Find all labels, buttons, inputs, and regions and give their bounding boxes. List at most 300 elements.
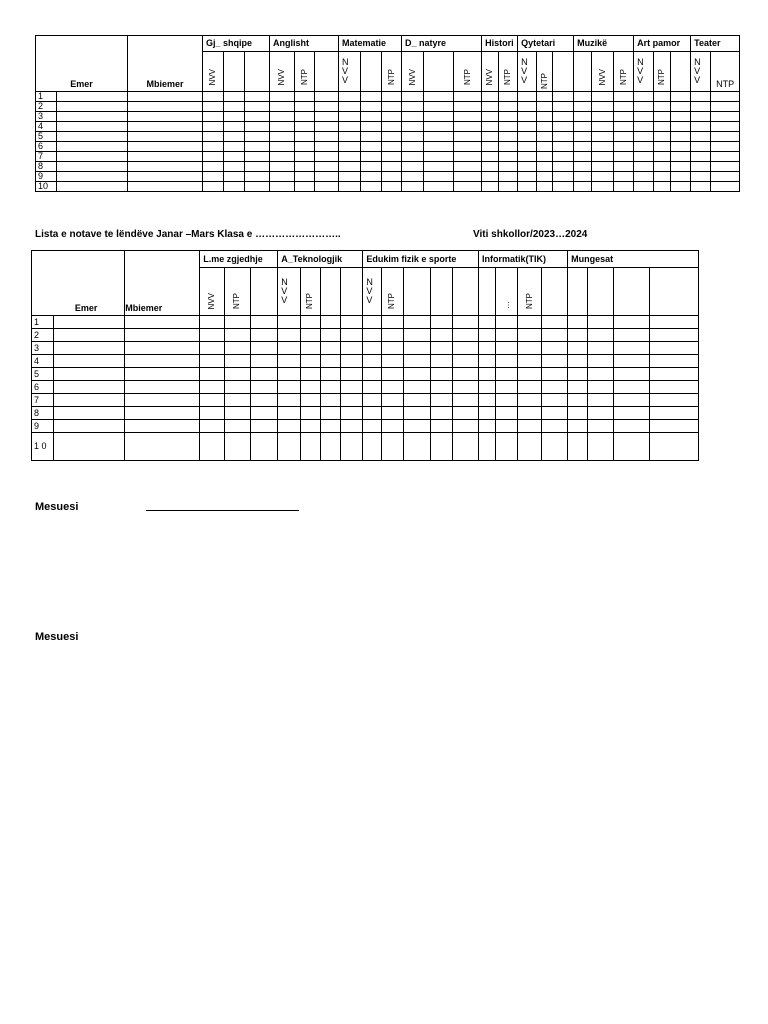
grade-cell[interactable] [54,433,125,461]
grade-cell[interactable] [499,102,518,112]
grade-cell[interactable] [478,342,495,355]
grade-cell[interactable] [568,407,588,420]
grade-cell[interactable] [671,122,691,132]
grade-cell[interactable] [200,368,224,381]
grade-cell[interactable] [537,102,553,112]
grade-cell[interactable] [482,172,499,182]
grade-cell[interactable] [613,420,649,433]
grade-cell[interactable] [454,92,482,102]
grade-cell[interactable] [588,381,613,394]
grade-cell[interactable] [568,394,588,407]
grade-cell[interactable] [634,152,654,162]
grade-cell[interactable] [320,316,340,329]
grade-cell[interactable] [270,132,295,142]
grade-cell[interactable] [278,316,300,329]
grade-cell[interactable] [650,368,699,381]
grade-cell[interactable] [454,132,482,142]
grade-cell[interactable] [541,407,567,420]
grade-cell[interactable] [671,152,691,162]
grade-cell[interactable] [361,162,382,172]
grade-cell[interactable] [402,122,424,132]
grade-cell[interactable] [245,112,270,122]
grade-cell[interactable] [478,368,495,381]
grade-cell[interactable] [614,142,634,152]
grade-cell[interactable] [224,394,250,407]
grade-cell[interactable] [320,355,340,368]
grade-cell[interactable] [128,122,203,132]
grade-cell[interactable] [650,381,699,394]
grade-cell[interactable] [541,368,567,381]
grade-cell[interactable] [592,122,614,132]
grade-cell[interactable] [452,407,478,420]
grade-cell[interactable] [613,329,649,342]
grade-cell[interactable] [537,142,553,152]
grade-cell[interactable] [553,172,574,182]
grade-cell[interactable] [424,142,454,152]
grade-cell[interactable] [381,420,403,433]
grade-cell[interactable] [382,112,402,122]
grade-cell[interactable] [454,152,482,162]
grade-cell[interactable] [431,316,452,329]
grade-cell[interactable] [568,316,588,329]
grade-cell[interactable] [588,407,613,420]
grade-cell[interactable] [588,420,613,433]
grade-cell[interactable] [518,316,541,329]
grade-cell[interactable] [203,122,224,132]
grade-cell[interactable] [613,381,649,394]
grade-cell[interactable] [537,162,553,172]
grade-cell[interactable] [339,172,361,182]
grade-cell[interactable] [200,394,224,407]
grade-cell[interactable] [711,112,740,122]
grade-cell[interactable] [361,112,382,122]
grade-cell[interactable] [496,329,518,342]
grade-cell[interactable] [320,420,340,433]
grade-cell[interactable] [339,162,361,172]
grade-cell[interactable] [128,102,203,112]
grade-cell[interactable] [403,355,430,368]
grade-cell[interactable] [614,152,634,162]
grade-cell[interactable] [278,407,300,420]
grade-cell[interactable] [518,420,541,433]
grade-cell[interactable] [452,368,478,381]
grade-cell[interactable] [403,316,430,329]
grade-cell[interactable] [541,394,567,407]
grade-cell[interactable] [382,152,402,162]
grade-cell[interactable] [574,182,592,192]
grade-cell[interactable] [634,182,654,192]
grade-cell[interactable] [245,172,270,182]
grade-cell[interactable] [541,355,567,368]
grade-cell[interactable] [128,142,203,152]
grade-cell[interactable] [691,92,711,102]
grade-cell[interactable] [203,182,224,192]
grade-cell[interactable] [339,122,361,132]
grade-cell[interactable] [382,132,402,142]
grade-cell[interactable] [295,132,315,142]
grade-cell[interactable] [654,162,671,172]
grade-cell[interactable] [478,316,495,329]
grade-cell[interactable] [57,112,128,122]
grade-cell[interactable] [553,152,574,162]
grade-cell[interactable] [203,162,224,172]
grade-cell[interactable] [592,182,614,192]
grade-cell[interactable] [278,420,300,433]
grade-cell[interactable] [295,122,315,132]
grade-cell[interactable] [224,342,250,355]
grade-cell[interactable] [270,152,295,162]
grade-cell[interactable] [634,112,654,122]
grade-cell[interactable] [203,102,224,112]
grade-cell[interactable] [203,112,224,122]
grade-cell[interactable] [482,132,499,142]
grade-cell[interactable] [496,342,518,355]
grade-cell[interactable] [634,172,654,182]
grade-cell[interactable] [250,381,277,394]
grade-cell[interactable] [654,152,671,162]
grade-cell[interactable] [382,122,402,132]
grade-cell[interactable] [518,92,537,102]
grade-cell[interactable] [592,92,614,102]
grade-cell[interactable] [403,329,430,342]
grade-cell[interactable] [711,172,740,182]
grade-cell[interactable] [654,102,671,112]
grade-cell[interactable] [295,182,315,192]
grade-cell[interactable] [278,342,300,355]
grade-cell[interactable] [496,381,518,394]
grade-cell[interactable] [57,142,128,152]
grade-cell[interactable] [203,142,224,152]
grade-cell[interactable] [278,355,300,368]
grade-cell[interactable] [245,142,270,152]
grade-cell[interactable] [654,172,671,182]
grade-cell[interactable] [315,122,339,132]
grade-cell[interactable] [382,142,402,152]
grade-cell[interactable] [518,381,541,394]
grade-cell[interactable] [588,342,613,355]
grade-cell[interactable] [341,368,363,381]
grade-cell[interactable] [361,152,382,162]
grade-cell[interactable] [541,433,567,461]
grade-cell[interactable] [382,172,402,182]
grade-cell[interactable] [553,102,574,112]
grade-cell[interactable] [382,162,402,172]
grade-cell[interactable] [341,355,363,368]
grade-cell[interactable] [203,92,224,102]
grade-cell[interactable] [224,152,245,162]
grade-cell[interactable] [482,162,499,172]
grade-cell[interactable] [614,122,634,132]
grade-cell[interactable] [691,172,711,182]
grade-cell[interactable] [650,329,699,342]
grade-cell[interactable] [613,368,649,381]
grade-cell[interactable] [592,142,614,152]
grade-cell[interactable] [499,122,518,132]
grade-cell[interactable] [537,112,553,122]
grade-cell[interactable] [54,355,125,368]
grade-cell[interactable] [278,329,300,342]
grade-cell[interactable] [295,92,315,102]
grade-cell[interactable] [295,112,315,122]
grade-cell[interactable] [553,132,574,142]
grade-cell[interactable] [128,172,203,182]
grade-cell[interactable] [224,112,245,122]
grade-cell[interactable] [224,381,250,394]
grade-cell[interactable] [250,342,277,355]
grade-cell[interactable] [541,329,567,342]
grade-cell[interactable] [320,381,340,394]
grade-cell[interactable] [54,316,125,329]
grade-cell[interactable] [691,142,711,152]
grade-cell[interactable] [250,316,277,329]
grade-cell[interactable] [339,132,361,142]
grade-cell[interactable] [250,329,277,342]
grade-cell[interactable] [588,329,613,342]
grade-cell[interactable] [650,316,699,329]
grade-cell[interactable] [200,420,224,433]
grade-cell[interactable] [518,355,541,368]
grade-cell[interactable] [224,132,245,142]
grade-cell[interactable] [574,172,592,182]
grade-cell[interactable] [382,102,402,112]
grade-cell[interactable] [537,172,553,182]
grade-cell[interactable] [315,172,339,182]
grade-cell[interactable] [300,316,320,329]
grade-cell[interactable] [363,368,381,381]
grade-cell[interactable] [224,92,245,102]
grade-cell[interactable] [315,162,339,172]
grade-cell[interactable] [518,162,537,172]
grade-cell[interactable] [402,112,424,122]
grade-cell[interactable] [518,407,541,420]
grade-cell[interactable] [452,342,478,355]
grade-cell[interactable] [363,407,381,420]
grade-cell[interactable] [402,92,424,102]
grade-cell[interactable] [574,132,592,142]
grade-cell[interactable] [341,407,363,420]
grade-cell[interactable] [452,381,478,394]
grade-cell[interactable] [200,381,224,394]
grade-cell[interactable] [650,407,699,420]
grade-cell[interactable] [614,132,634,142]
grade-cell[interactable] [496,420,518,433]
grade-cell[interactable] [537,122,553,132]
grade-cell[interactable] [300,433,320,461]
grade-cell[interactable] [654,132,671,142]
grade-cell[interactable] [592,152,614,162]
grade-cell[interactable] [339,92,361,102]
grade-cell[interactable] [553,122,574,132]
grade-cell[interactable] [402,102,424,112]
grade-cell[interactable] [634,162,654,172]
grade-cell[interactable] [320,368,340,381]
grade-cell[interactable] [295,142,315,152]
grade-cell[interactable] [496,433,518,461]
grade-cell[interactable] [454,122,482,132]
grade-cell[interactable] [128,112,203,122]
grade-cell[interactable] [382,182,402,192]
grade-cell[interactable] [361,172,382,182]
grade-cell[interactable] [650,433,699,461]
grade-cell[interactable] [634,102,654,112]
grade-cell[interactable] [452,355,478,368]
grade-cell[interactable] [57,182,128,192]
grade-cell[interactable] [200,355,224,368]
grade-cell[interactable] [125,355,200,368]
grade-cell[interactable] [541,342,567,355]
grade-cell[interactable] [320,329,340,342]
grade-cell[interactable] [553,112,574,122]
grade-cell[interactable] [200,342,224,355]
grade-cell[interactable] [363,394,381,407]
grade-cell[interactable] [300,394,320,407]
grade-cell[interactable] [671,132,691,142]
grade-cell[interactable] [402,182,424,192]
grade-cell[interactable] [691,112,711,122]
grade-cell[interactable] [341,342,363,355]
grade-cell[interactable] [224,433,250,461]
grade-cell[interactable] [361,142,382,152]
grade-cell[interactable] [125,342,200,355]
grade-cell[interactable] [224,368,250,381]
grade-cell[interactable] [203,172,224,182]
grade-cell[interactable] [613,433,649,461]
grade-cell[interactable] [203,152,224,162]
grade-cell[interactable] [614,112,634,122]
grade-cell[interactable] [57,92,128,102]
grade-cell[interactable] [341,394,363,407]
grade-cell[interactable] [320,407,340,420]
grade-cell[interactable] [128,152,203,162]
grade-cell[interactable] [424,112,454,122]
grade-cell[interactable] [424,182,454,192]
grade-cell[interactable] [613,355,649,368]
grade-cell[interactable] [614,162,634,172]
grade-cell[interactable] [224,182,245,192]
grade-cell[interactable] [224,162,245,172]
grade-cell[interactable] [482,142,499,152]
grade-cell[interactable] [54,329,125,342]
grade-cell[interactable] [654,142,671,152]
grade-cell[interactable] [424,122,454,132]
grade-cell[interactable] [224,407,250,420]
grade-cell[interactable] [568,342,588,355]
grade-cell[interactable] [361,102,382,112]
grade-cell[interactable] [482,182,499,192]
grade-cell[interactable] [57,132,128,142]
grade-cell[interactable] [711,102,740,112]
grade-cell[interactable] [363,355,381,368]
grade-cell[interactable] [341,381,363,394]
grade-cell[interactable] [424,172,454,182]
grade-cell[interactable] [363,329,381,342]
grade-cell[interactable] [518,342,541,355]
grade-cell[interactable] [614,102,634,112]
grade-cell[interactable] [128,92,203,102]
grade-cell[interactable] [403,381,430,394]
grade-cell[interactable] [125,433,200,461]
grade-cell[interactable] [671,112,691,122]
grade-cell[interactable] [403,342,430,355]
grade-cell[interactable] [482,152,499,162]
grade-cell[interactable] [592,112,614,122]
grade-cell[interactable] [478,381,495,394]
grade-cell[interactable] [711,122,740,132]
grade-cell[interactable] [315,132,339,142]
grade-cell[interactable] [691,162,711,172]
grade-cell[interactable] [270,102,295,112]
grade-cell[interactable] [403,368,430,381]
grade-cell[interactable] [614,182,634,192]
grade-cell[interactable] [361,182,382,192]
grade-cell[interactable] [496,368,518,381]
grade-cell[interactable] [320,433,340,461]
grade-cell[interactable] [496,394,518,407]
grade-cell[interactable] [300,368,320,381]
grade-cell[interactable] [424,92,454,102]
grade-cell[interactable] [57,162,128,172]
grade-cell[interactable] [250,420,277,433]
grade-cell[interactable] [224,355,250,368]
grade-cell[interactable] [250,355,277,368]
grade-cell[interactable] [361,122,382,132]
grade-cell[interactable] [125,394,200,407]
grade-cell[interactable] [270,92,295,102]
grade-cell[interactable] [574,152,592,162]
grade-cell[interactable] [300,407,320,420]
grade-cell[interactable] [452,420,478,433]
grade-cell[interactable] [381,394,403,407]
grade-cell[interactable] [478,355,495,368]
grade-cell[interactable] [496,316,518,329]
grade-cell[interactable] [270,142,295,152]
grade-cell[interactable] [224,102,245,112]
grade-cell[interactable] [650,420,699,433]
grade-cell[interactable] [711,162,740,172]
grade-cell[interactable] [403,420,430,433]
grade-cell[interactable] [537,152,553,162]
grade-cell[interactable] [341,433,363,461]
grade-cell[interactable] [431,355,452,368]
grade-cell[interactable] [382,92,402,102]
grade-cell[interactable] [568,368,588,381]
grade-cell[interactable] [315,142,339,152]
grade-cell[interactable] [634,132,654,142]
grade-cell[interactable] [128,132,203,142]
grade-cell[interactable] [568,355,588,368]
grade-cell[interactable] [424,132,454,142]
grade-cell[interactable] [245,182,270,192]
grade-cell[interactable] [634,142,654,152]
grade-cell[interactable] [295,152,315,162]
grade-cell[interactable] [339,112,361,122]
grade-cell[interactable] [57,122,128,132]
grade-cell[interactable] [574,102,592,112]
grade-cell[interactable] [54,381,125,394]
grade-cell[interactable] [452,316,478,329]
grade-cell[interactable] [537,132,553,142]
grade-cell[interactable] [125,368,200,381]
grade-cell[interactable] [478,394,495,407]
grade-cell[interactable] [224,316,250,329]
grade-cell[interactable] [381,329,403,342]
grade-cell[interactable] [270,122,295,132]
grade-cell[interactable] [300,355,320,368]
grade-cell[interactable] [518,122,537,132]
grade-cell[interactable] [454,162,482,172]
grade-cell[interactable] [592,132,614,142]
grade-cell[interactable] [245,92,270,102]
